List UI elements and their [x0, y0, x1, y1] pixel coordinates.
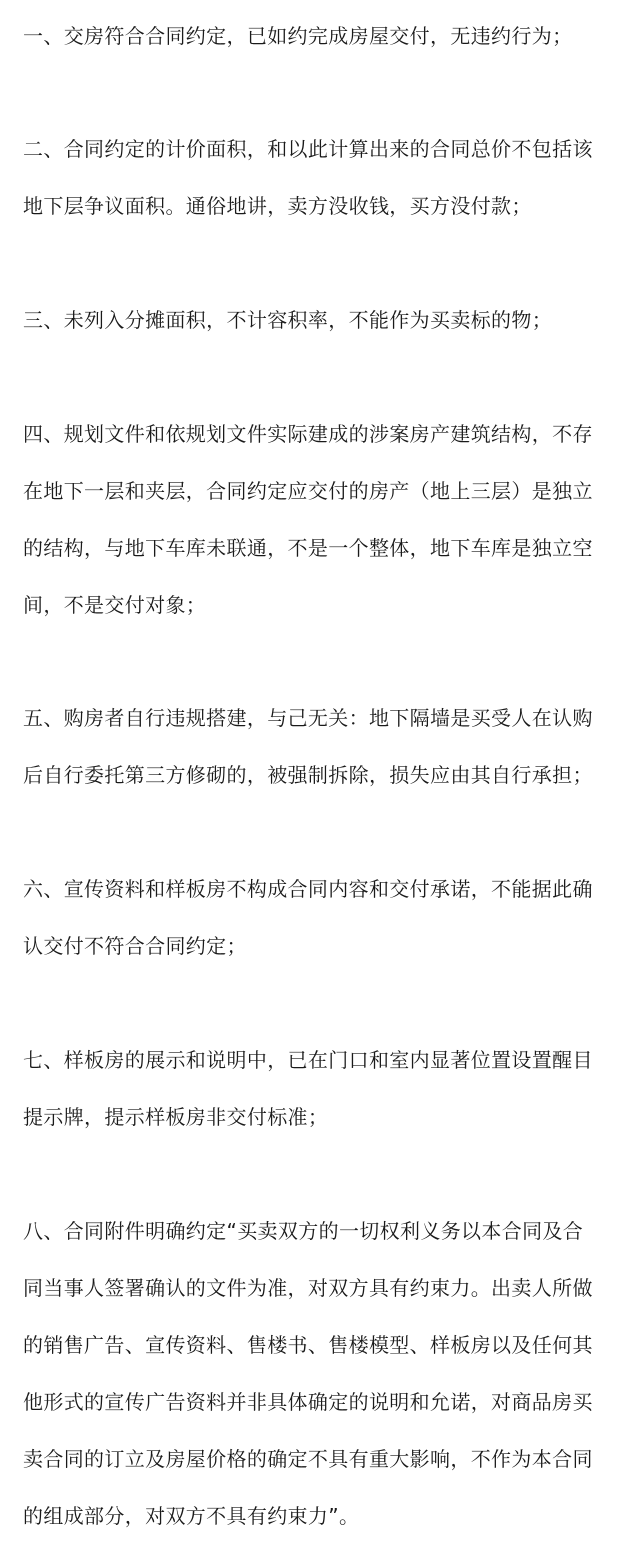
text-line: 他形式的宣传广告资料并非具体确定的说明和允诺，对商品房买 — [23, 1390, 593, 1414]
text-line: 间，不是交付对象； — [23, 593, 207, 617]
text-line: 在地下一层和夹层，合同约定应交付的房产（地上三层）是独立 — [23, 479, 593, 503]
text-line: 卖合同的订立及房屋价格的确定不具有重大影响，不作为本合同 — [23, 1447, 593, 1471]
text-line: 五、购房者自行违规搭建，与己无关：地下隔墙是买受人在认购 — [23, 706, 593, 730]
text-line: 同当事人签署确认的文件为准，对双方具有约束力。出卖人所做 — [23, 1276, 593, 1300]
text-line: 八、合同附件明确约定“买卖双方的一切权利义务以本合同及合 — [23, 1219, 584, 1243]
paragraph-1 — [23, 8, 572, 65]
paragraph-6 — [23, 861, 593, 975]
paragraph-5 — [23, 690, 593, 804]
text-line: 一、交房符合合同约定，已如约完成房屋交付，无违约行为； — [23, 24, 573, 48]
text-line: 提示牌，提示样板房非交付标准； — [23, 1105, 329, 1129]
text-line: 的销售广告、宣传资料、售楼书、售楼模型、样板房以及任何其 — [23, 1333, 593, 1357]
paragraph-4 — [23, 406, 593, 634]
text-line: 六、宣传资料和样板房不构成合同内容和交付承诺，不能据此确 — [23, 877, 593, 901]
text-line: 的结构，与地下车库未联通，不是一个整体，地下车库是独立空 — [23, 536, 593, 560]
text-line: 地下层争议面积。通俗地讲，卖方没收钱，买方没付款； — [23, 194, 532, 218]
text-line: 七、样板房的展示和说明中，已在门口和室内显著位置设置醒目 — [23, 1048, 593, 1072]
text-line: 四、规划文件和依规划文件实际建成的涉案房产建筑结构，不存 — [23, 422, 593, 446]
paragraph-2 — [23, 121, 593, 235]
text-line: 的组成部分，对双方不具有约束力”。 — [23, 1504, 360, 1528]
paragraph-7 — [23, 1032, 593, 1146]
text-line: 认交付不符合合同约定； — [23, 934, 247, 958]
paragraph-3 — [23, 292, 552, 349]
text-line: 后自行委托第三方修砌的，被强制拆除，损失应由其自行承担； — [23, 763, 593, 787]
text-line: 三、未列入分摊面积，不计容积率，不能作为买卖标的物； — [23, 308, 553, 332]
text-line: 二、合同约定的计价面积，和以此计算出来的合同总价不包括该 — [23, 137, 593, 161]
paragraph-8 — [23, 1203, 593, 1545]
